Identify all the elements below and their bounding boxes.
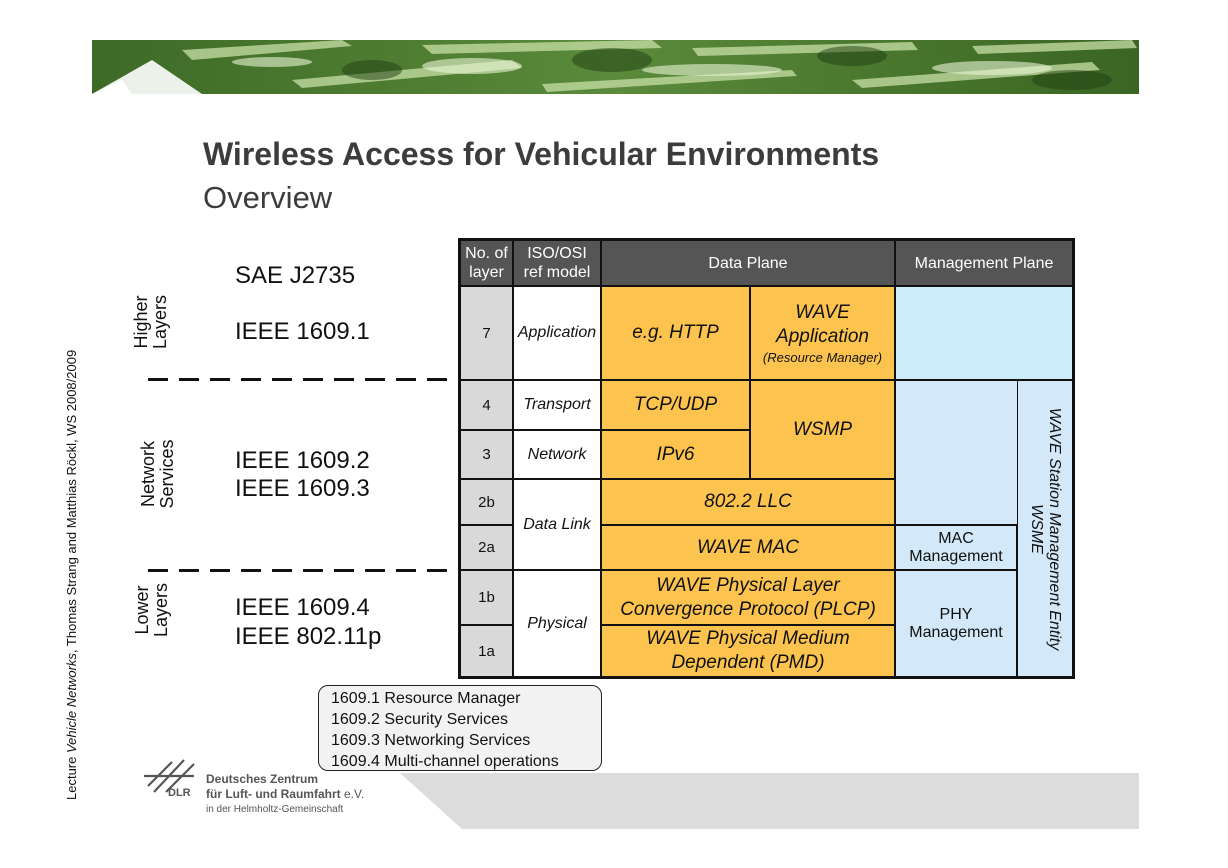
layer-number-2b: 2b — [460, 479, 513, 525]
cell-wave-mac: WAVE MAC — [601, 525, 895, 570]
dlr-abbr: DLR — [168, 787, 191, 799]
group-label-line: Services — [157, 439, 177, 509]
wsme-label — [1027, 384, 1063, 674]
cell-line: MAC — [938, 529, 974, 547]
cell-ipv6: IPv6 — [601, 430, 750, 479]
cell-tcp-udp: TCP/UDP — [601, 380, 750, 430]
header-line: No. of — [465, 245, 508, 262]
page-title: Wireless Access for Vehicular Environments — [203, 136, 880, 172]
lecture-course: Vehicle Networks — [64, 653, 79, 754]
cell-line: Application — [776, 325, 869, 347]
header-banner — [92, 40, 1139, 94]
logo-line: in der Helmholtz-Gemeinschaft — [206, 804, 344, 815]
dashed-separator — [148, 378, 460, 381]
page-subtitle: Overview — [203, 180, 333, 215]
cell-note: (Resource Manager) — [762, 349, 883, 365]
header-line: layer — [469, 264, 504, 281]
cell-line: WAVE Physical Layer — [656, 574, 840, 596]
cell-line: Management — [909, 547, 1003, 565]
logo-line: für Luft- und Raumfahrt — [206, 787, 341, 801]
group-network-services — [139, 434, 181, 514]
cell-pmd — [601, 625, 895, 677]
legend-item: 1609.3 Networking Services — [331, 732, 531, 749]
lecture-prefix: Lecture — [64, 753, 79, 800]
group-label-line: Layers — [151, 582, 171, 638]
standard-1609-4: IEEE 1609.4 — [235, 594, 370, 621]
standard-1609-2: IEEE 1609.2 — [235, 447, 370, 474]
cell-wsme — [1017, 380, 1073, 677]
standard-sae: SAE J2735 — [235, 262, 356, 289]
footer-band — [400, 773, 1139, 829]
banner-image — [92, 40, 1139, 94]
group-lower-layers — [133, 575, 175, 645]
group-label-line: Higher — [131, 295, 151, 349]
iso-transport: Transport — [513, 380, 601, 430]
iso-data-link: Data Link — [513, 479, 601, 570]
legend-item: 1609.1 Resource Manager — [331, 690, 521, 707]
logo-line: Deutsches Zentrum — [206, 772, 319, 786]
lecture-caption — [64, 240, 79, 800]
layer-number-4: 4 — [460, 380, 513, 430]
iso-application: Application — [513, 286, 601, 380]
cell-line: Convergence Protocol (PLCP) — [620, 598, 876, 620]
cell-line: Management — [909, 623, 1003, 641]
layer-number-2a: 2a — [460, 525, 513, 570]
layer-number-7: 7 — [460, 286, 513, 380]
cell-line: Dependent (PMD) — [671, 652, 825, 673]
cell-mac-management — [895, 525, 1017, 570]
lecture-suffix: , Thomas Strang and Matthias Röckl, WS 2008/2009 — [64, 349, 79, 654]
dlr-logo-text — [206, 772, 364, 817]
header-no-of-layer — [460, 240, 513, 286]
layer-number-1a: 1a — [460, 625, 513, 677]
header-label: Data Plane — [708, 254, 788, 272]
header-iso-osi — [513, 240, 601, 286]
standard-802-11p: IEEE 802.11p — [235, 623, 382, 650]
cell-management-upper — [895, 380, 1017, 525]
cell-llc: 802.2 LLC — [601, 479, 895, 525]
group-label-line: Lower — [132, 585, 152, 635]
group-higher-layers — [132, 282, 174, 362]
cell-wsmp: WSMP — [750, 380, 895, 479]
cell-http: e.g. HTTP — [601, 286, 750, 380]
legend-item: 1609.4 Multi-channel operations — [331, 753, 559, 770]
group-label-line: Network — [138, 441, 158, 508]
header-label: Management Plane — [914, 254, 1054, 272]
legend-box — [318, 685, 602, 771]
cell-line: WSME — [1028, 503, 1045, 554]
cell-phy-management — [895, 570, 1017, 677]
cell-line: WAVE Physical Medium — [646, 628, 850, 649]
legend-item: 1609.2 Security Services — [331, 711, 508, 728]
dashed-separator — [148, 569, 460, 572]
iso-network: Network — [513, 430, 601, 479]
header-line: ref model — [523, 264, 591, 281]
cell-line: WAVE — [795, 301, 850, 323]
layer-number-3: 3 — [460, 430, 513, 479]
cell-wave-application — [750, 286, 895, 380]
logo-suffix: e.V. — [344, 787, 365, 801]
header-line: ISO/OSI — [527, 245, 587, 262]
cell-line: WAVE Station Management Entity — [1046, 407, 1063, 650]
cell-line: PHY — [939, 605, 973, 623]
cell-plcp — [601, 570, 895, 625]
header-management-plane — [895, 240, 1073, 286]
standard-1609-1: IEEE 1609.1 — [235, 318, 370, 345]
layer-number-1b: 1b — [460, 570, 513, 625]
standard-1609-3: IEEE 1609.3 — [235, 475, 370, 502]
group-label-line: Layers — [150, 294, 170, 350]
iso-physical: Physical — [513, 570, 601, 677]
cell-management-app — [895, 286, 1073, 380]
header-data-plane — [601, 240, 895, 286]
